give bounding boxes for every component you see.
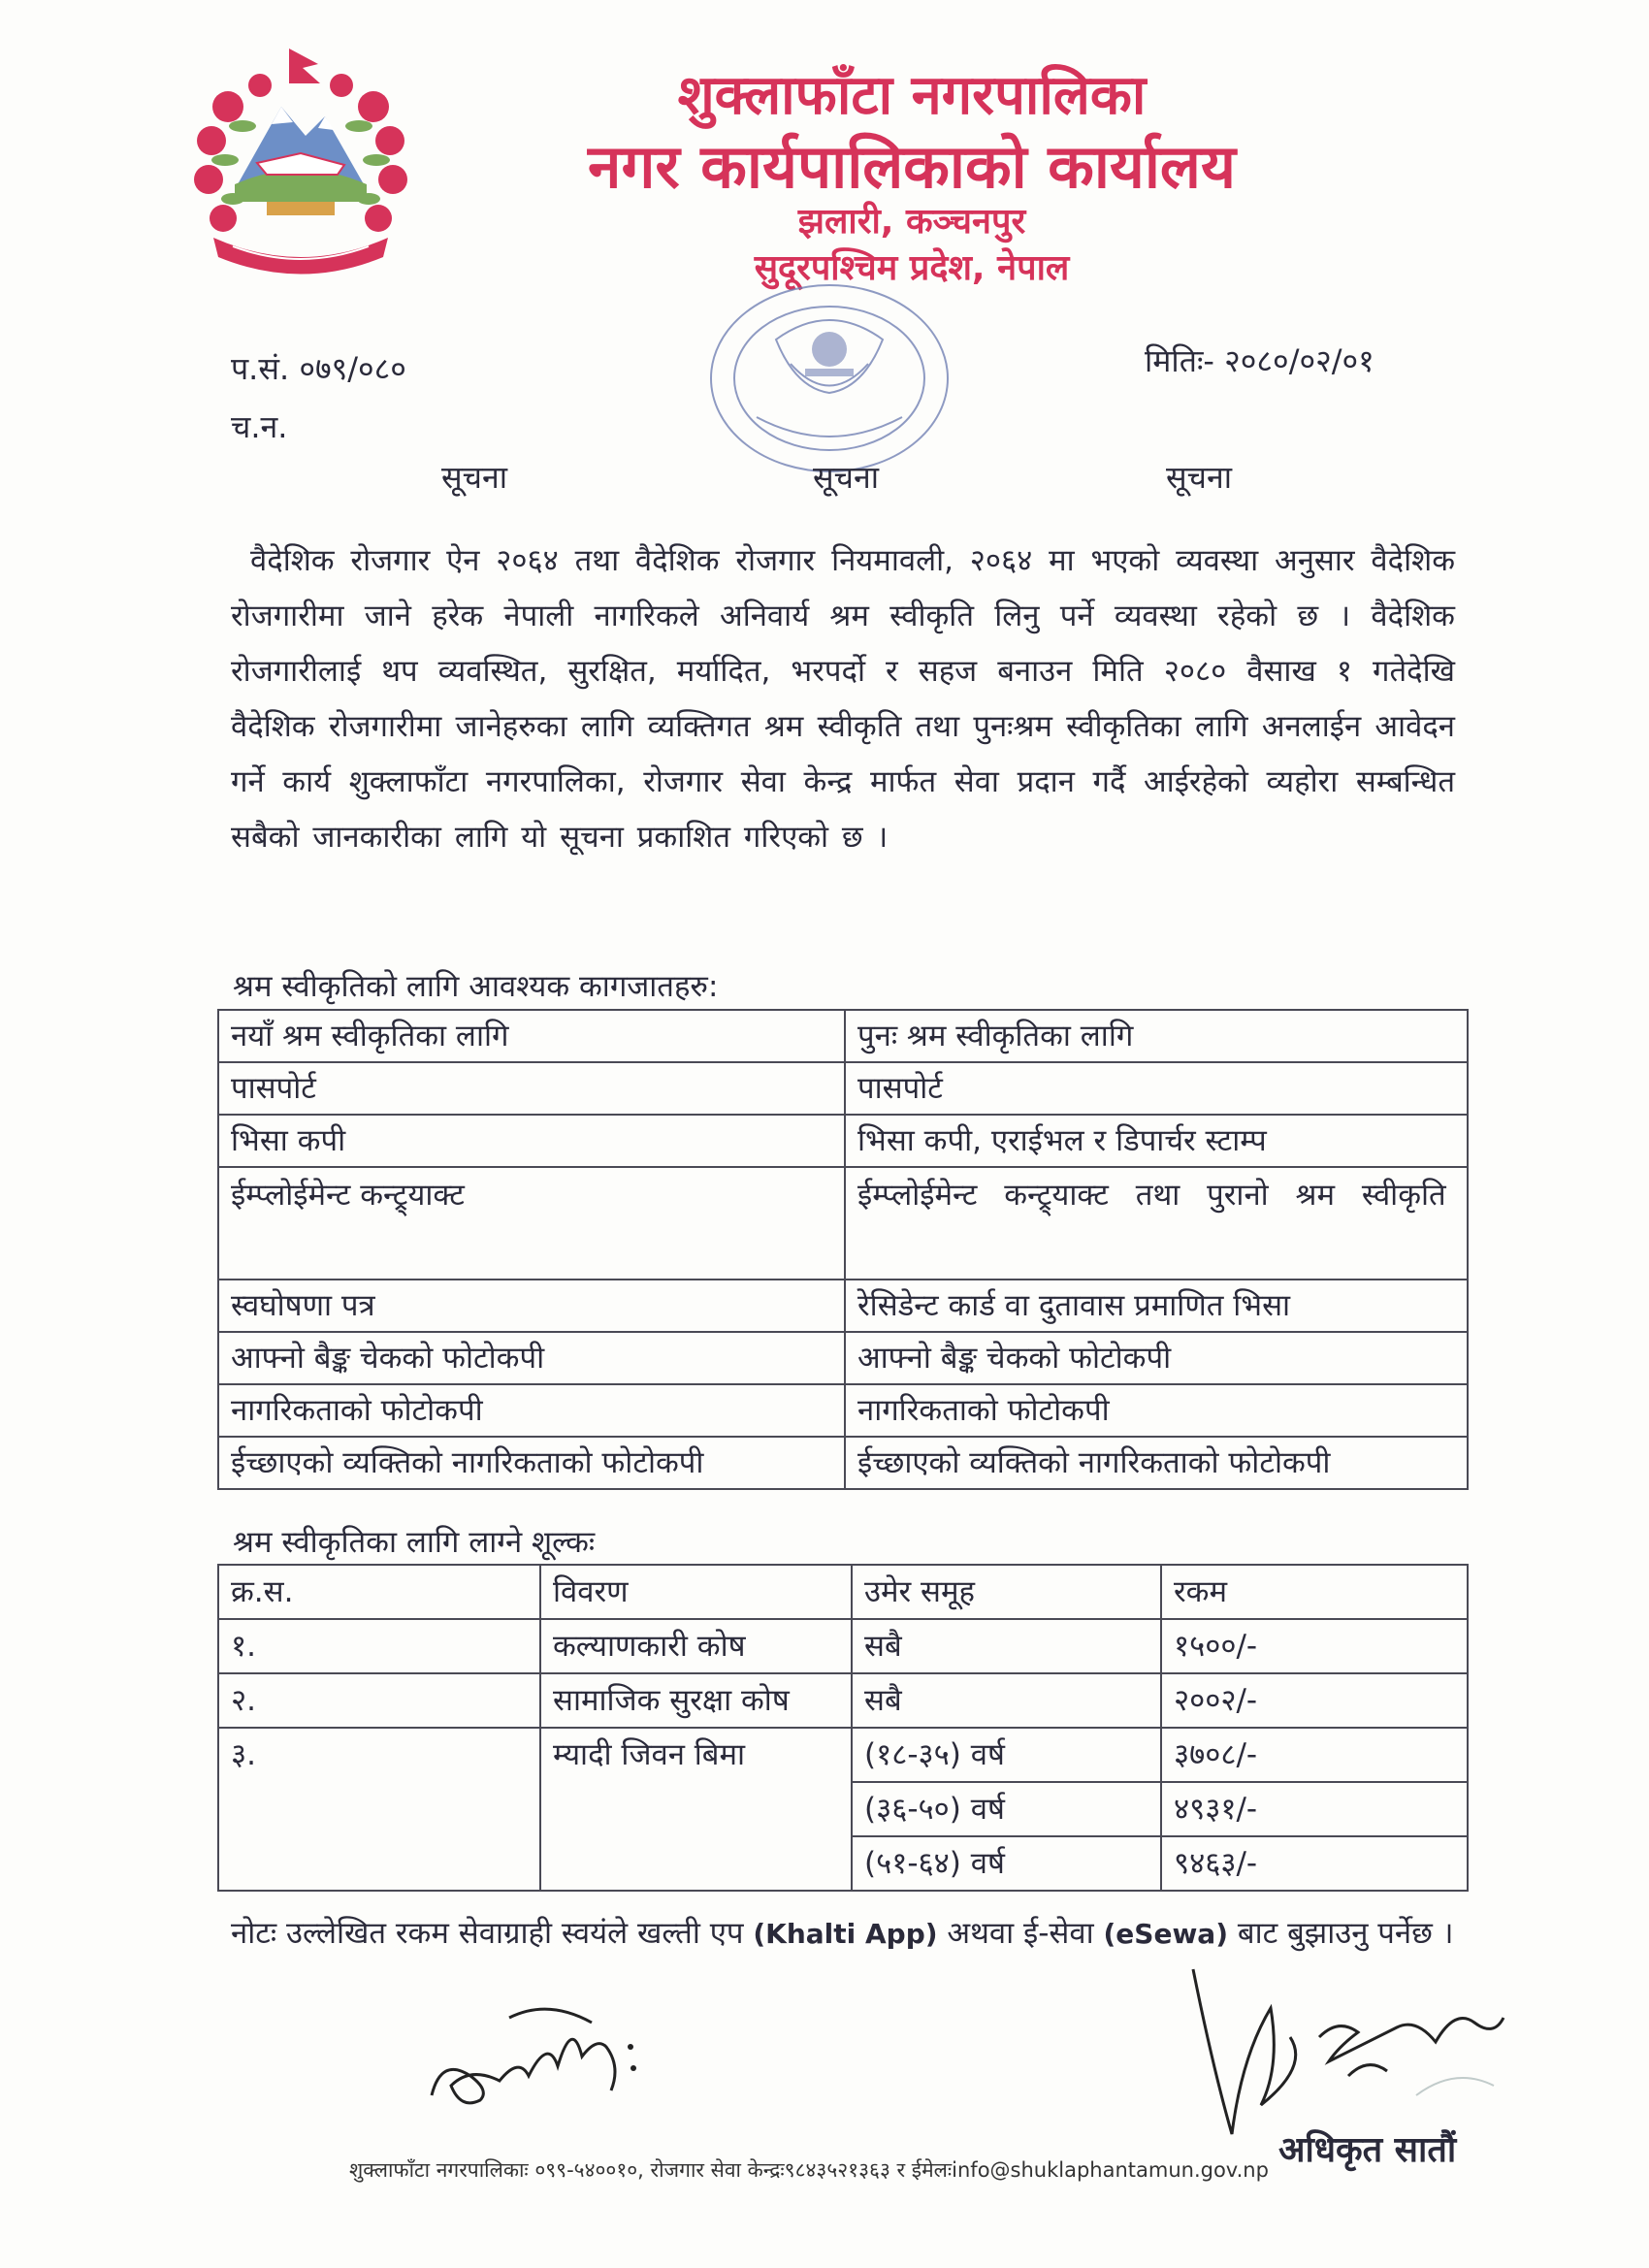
table-cell: म्यादी जिवन बिमा <box>540 1728 852 1891</box>
table-row <box>218 1673 1468 1728</box>
table-cell: आफ्नो बैङ्क चेकको फोटोकपी <box>218 1332 845 1384</box>
nepal-emblem-icon <box>175 39 427 281</box>
note-esewa: (eSewa) <box>1103 1918 1229 1950</box>
note-prefix: नोटः उल्लेखित रकम सेवाग्राही स्वयंले खल्ती एप <box>231 1916 744 1951</box>
table-cell: सबै <box>852 1619 1161 1673</box>
table-cell: ४९३१/- <box>1161 1782 1468 1836</box>
table-cell: ९४६३/- <box>1161 1836 1468 1891</box>
table-header-cell: रकम <box>1161 1565 1468 1619</box>
table-row <box>218 1384 1468 1437</box>
dispatch-number: च.न. <box>231 408 288 445</box>
table-row <box>218 1437 1468 1489</box>
table-cell: पासपोर्ट <box>845 1062 1468 1115</box>
table-cell: ईम्प्लोईमेन्ट कन्ट्र्याक्ट तथा पुरानो श्रम स्वीकृति <box>845 1167 1468 1280</box>
office-round-stamp-icon <box>698 272 960 475</box>
table-cell: पासपोर्ट <box>218 1062 845 1115</box>
table-cell: (१८-३५) वर्ष <box>852 1728 1161 1782</box>
table-cell: सामाजिक सुरक्षा कोष <box>540 1673 852 1728</box>
note-middle: अथवा ई-सेवा <box>947 1916 1094 1951</box>
office-province: सुदूरपश्चिम प्रदेश, नेपाल <box>754 248 1070 288</box>
required-documents-table <box>217 1009 1469 1490</box>
office-address: झलारी, कञ्चनपुर <box>797 202 1026 242</box>
table-cell: १. <box>218 1619 540 1673</box>
table-header-cell: पुनः श्रम स्वीकृतिका लागि <box>845 1010 1468 1062</box>
table-row <box>218 1728 1468 1782</box>
table-cell: नागरिकताको फोटोकपी <box>218 1384 845 1437</box>
note-khalti: (Khalti App) <box>753 1918 938 1950</box>
table-cell: भिसा कपी <box>218 1115 845 1167</box>
table-row <box>218 1619 1468 1673</box>
table-cell: सबै <box>852 1673 1161 1728</box>
table-cell: १५००/- <box>1161 1619 1468 1673</box>
table-header-cell: उमेर समूह <box>852 1565 1161 1619</box>
fees-heading: श्रम स्वीकृतिका लागि लाग्ने शूल्कः <box>233 1525 596 1560</box>
notice-heading-right: सूचना <box>1166 459 1233 496</box>
letter-date: मितिः- २०८०/०२/०१ <box>1145 342 1374 379</box>
table-row <box>218 1167 1468 1280</box>
table-header-cell: नयाँ श्रम स्वीकृतिका लागि <box>218 1010 845 1062</box>
signatory-title: अधिकृत सातौं <box>1278 2130 1457 2170</box>
table-row <box>218 1280 1468 1332</box>
table-row <box>218 1062 1468 1115</box>
table-cell: ३. <box>218 1728 540 1891</box>
signature-left-icon <box>412 1979 664 2124</box>
table-header-cell: क्र.स. <box>218 1565 540 1619</box>
table-cell: २. <box>218 1673 540 1728</box>
notice-body: वैदेशिक रोजगार ऐन २०६४ तथा वैदेशिक रोजगार नियमावली, २०६४ मा भएको व्यवस्था अनुसार वैदेशिक रोजगारीमा जाने हरेक नेपाली नागरिकले अनिवार्य श्रम स्वीकृति लिनु पर्ने व्यवस्था रहेको छ । वैदेशिक रोजगारीलाई थप व्यवस्थित, सुरक्षित, मर्यादित, भरपर्दो र सहज बनाउन मिति २०८० वैसाख १ गतेदेखि वैदेशिक रोजगारीमा जानेहरुका लागि व्यक्तिगत श्रम स्वीकृति तथा पुनःश्रम स्वीकृतिका लागि अनलाईन आवेदन गर्ने कार्य शुक्लाफाँटा नगरपालिका, रोजगार सेवा केन्द्र मार्फत सेवा प्रदान गर्दै आईरहेको व्यहोरा सम्बन्धित सबैको जानकारीका लागि यो सूचना प्रकाशित गरिएको छ । <box>231 543 1455 855</box>
letter-number: प.सं. ०७९/०८० <box>231 350 406 387</box>
note-suffix: बाट बुझाउनु पर्नेछ । <box>1237 1916 1454 1951</box>
notice-heading-left: सूचना <box>441 459 508 496</box>
fees-table <box>217 1564 1469 1892</box>
table-cell: नागरिकताको फोटोकपी <box>845 1384 1468 1437</box>
footer-contact: शुक्लाफाँटा नगरपालिकाः ०९९-५४००१०, रोजगार सेवा केन्द्रः९८४३५२१३६३ र ईमेलःinfo@shuklaphantamun.gov.np <box>349 2158 1269 2182</box>
notice-heading-center: सूचना <box>813 459 880 496</box>
table-cell: (५१-६४) वर्ष <box>852 1836 1161 1891</box>
table-row <box>218 1565 1468 1619</box>
table-row <box>218 1010 1468 1062</box>
table-cell: रेसिडेन्ट कार्ड वा दुतावास प्रमाणित भिसा <box>845 1280 1468 1332</box>
municipality-name: शुक्लाफाँटा नगरपालिका <box>677 64 1147 127</box>
table-cell: ईम्प्लोईमेन्ट कन्ट्र्याक्ट <box>218 1167 845 1280</box>
table-cell: स्वघोषणा पत्र <box>218 1280 845 1332</box>
table-header-cell: विवरण <box>540 1565 852 1619</box>
table-cell: कल्याणकारी कोष <box>540 1619 852 1673</box>
table-row <box>218 1332 1468 1384</box>
table-cell: आफ्नो बैङ्क चेकको फोटोकपी <box>845 1332 1468 1384</box>
table-cell: ईच्छाएको व्यक्तिको नागरिकताको फोटोकपी <box>218 1437 845 1489</box>
table-cell: २००२/- <box>1161 1673 1468 1728</box>
table-cell: (३६-५०) वर्ष <box>852 1782 1161 1836</box>
table-row <box>218 1115 1468 1167</box>
documents-heading: श्रम स्वीकृतिको लागि आवश्यक कागजातहरु: <box>233 969 719 1004</box>
table-cell: ३७०८/- <box>1161 1728 1468 1782</box>
office-name: नगर कार्यपालिकाको कार्यालय <box>588 131 1236 202</box>
table-cell: ईच्छाएको व्यक्तिको नागरिकताको फोटोकपी <box>845 1437 1468 1489</box>
table-cell: भिसा कपी, एराईभल र डिपार्चर स्टाम्प <box>845 1115 1468 1167</box>
signature-right-icon <box>1174 1950 1523 2144</box>
